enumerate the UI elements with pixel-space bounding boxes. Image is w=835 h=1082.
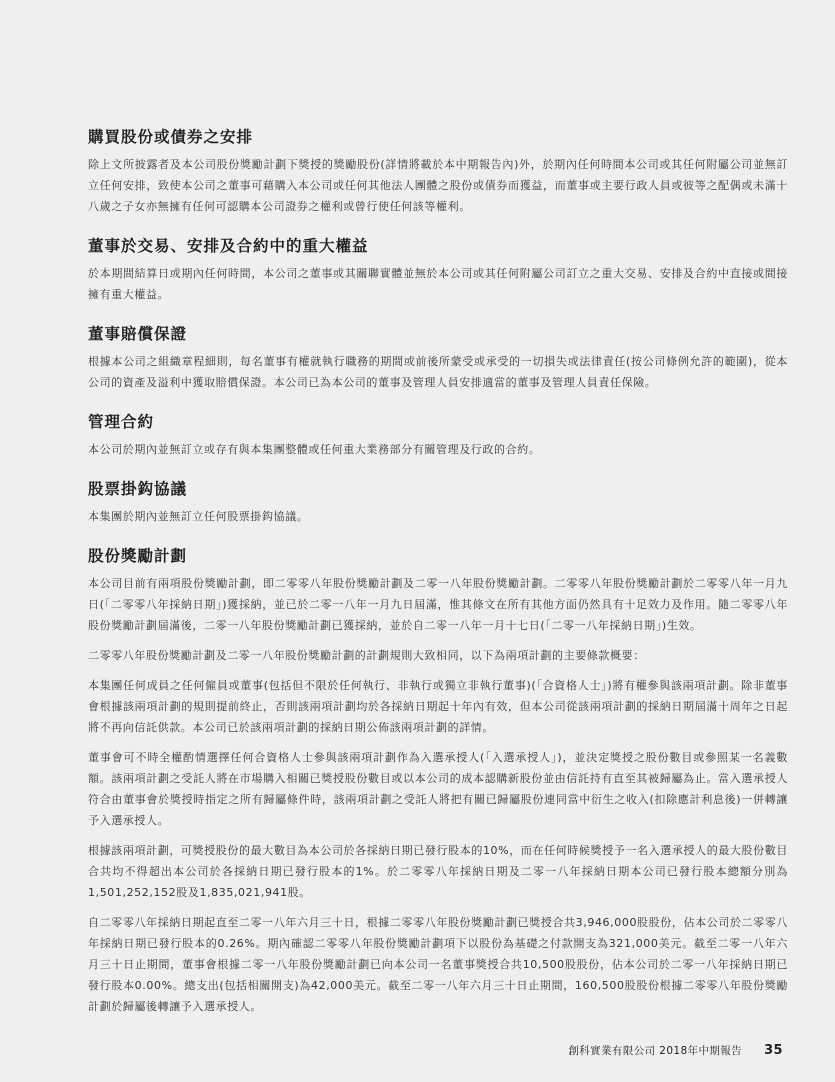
section-directors-indemnity (88, 323, 788, 393)
section-directors-material-interests (88, 235, 788, 305)
paragraph: 本公司於期內並無訂立或存有與本集團整體或任何重大業務部分有關管理及行政的合約。 (88, 443, 541, 456)
section-heading: 股票掛鈎協議 (88, 480, 188, 498)
paragraph: 本公司目前有兩項股份獎勵計劃，即二零零八年股份獎勵計劃及二零一八年股份獎勵計劃。二零零八年股份獎勵計劃於二零零八年一月九日(「二零零八年採納日期」)獲採納，並已於二零一八年一月九日屆滿，惟其條文在所有其他方面仍然具有十足效力及作用。隨二零零八年股份獎勵計劃屆滿後，二零一八年股份獎勵計劃已獲採納，並於自二零一八年一月十七日(「二零一八年採納日期」)生效。 (88, 577, 788, 632)
paragraph: 自二零零八年採納日期起直至二零一八年六月三十日，根據二零零八年股份獎勵計劃已獎授合共3,946,000股股份，佔本公司於二零零八年採納日期已發行股本的0.26%。期內確認二零零八年股份獎勵計劃項下以股份為基礎之付款開支為321,000美元。截至二零一八年六月三十日止期間，董事會根據二零一八年股份獎勵計劃已向本公司一名董事獎授合共10,500股股份，佔本公司於二零一八年採納日期已發行股本0.00%。總支出(包括相關開支)為42,000美元。截至二零一八年六月三十日止期間，160,500股股份根據二零零八年股份獎勵計劃於歸屬後轉讓予入選承授人。 (88, 916, 788, 1013)
section-heading: 管理合約 (88, 413, 155, 431)
paragraph: 根據本公司之組織章程細則，每名董事有權就執行職務的期間或前後所蒙受或承受的一切損失或法律責任(按公司條例允許的範圍)，從本公司的資產及溢利中獲取賠償保證。本公司已為本公司的董事及管理人員安排適當的董事及管理人員責任保險。 (88, 355, 788, 389)
paragraph: 於本期間結算日或期內任何時間，本公司之董事或其關聯實體並無於本公司或其任何附屬公司訂立之重大交易、安排及合約中直接或間接擁有重大權益。 (88, 267, 788, 301)
page-footer (568, 1043, 783, 1058)
paragraph: 本集團於期內並無訂立任何股票掛鈎協議。 (88, 510, 309, 523)
section-share-debenture-arrangements (88, 126, 788, 217)
section-equity-linked-agreements (88, 478, 788, 527)
section-management-contracts (88, 411, 788, 460)
page-number: 35 (764, 1043, 783, 1058)
paragraph: 二零零八年股份獎勵計劃及二零一八年股份獎勵計劃的計劃規則大致相同，以下為兩項計劃的主要條款概要： (88, 649, 645, 662)
paragraph: 本集團任何成員之任何僱員或董事(包括但不限於任何執行、非執行或獨立非執行董事)(「合資格人士」)將有權參與該兩項計劃。除非董事會根據該兩項計劃的規則提前終止，否則該兩項計劃均於各採納日期起十年內有效，但本公司從該兩項計劃的採納日期屆滿十周年之日起將不再向信託供款。本公司已於該兩項計劃的採納日期公佈該兩項計劃的詳情。 (88, 679, 788, 734)
section-heading: 董事賠償保證 (88, 325, 188, 343)
section-heading: 購買股份或債券之安排 (88, 128, 254, 146)
paragraph: 除上文所披露者及本公司股份獎勵計劃下獎授的獎勵股份(詳情將載於本中期報告內)外，於期內任何時間本公司或其任何附屬公司並無訂立任何安排，致使本公司之董事可藉購入本公司或任何其他法人團體之股份或債券而獲益，而董事或主要行政人員或彼等之配偶或未滿十八歲之子女亦無擁有任何可認購本公司證券之權利或曾行使任何該等權利。 (88, 158, 788, 213)
section-share-award-scheme (88, 545, 788, 1017)
footer-company-report: 創科實業有限公司 2018年中期報告 (568, 1045, 743, 1057)
paragraph: 董事會可不時全權酌情選擇任何合資格人士參與該兩項計劃作為入選承授人(「入選承授人」)，並決定獎授之股份數目或參照某一名義數額。該兩項計劃之受託人將在市場購入相關已獎授股份數目或以本公司的成本認購新股份並由信託持有直至其被歸屬為止。當入選承授人符合由董事會於獎授時指定之所有歸屬條件時，該兩項計劃之受託人將把有關已歸屬股份連同當中衍生之收入(扣除應計利息後)一併轉讓予入選承授人。 (88, 751, 788, 827)
section-heading: 董事於交易、安排及合約中的重大權益 (88, 237, 369, 255)
section-heading: 股份獎勵計劃 (88, 547, 188, 565)
paragraph: 根據該兩項計劃，可獎授股份的最大數目為本公司於各採納日期已發行股本的10%，而在任何時候獎授予一名入選承授人的最大股份數目合共均不得超出本公司於各採納日期已發行股本的1%。於二零零八年採納日期及二零一八年採納日期本公司已發行股本總額分別為1,501,252,152股及1,835,021,941股。 (88, 844, 788, 899)
document-body (88, 126, 788, 1031)
